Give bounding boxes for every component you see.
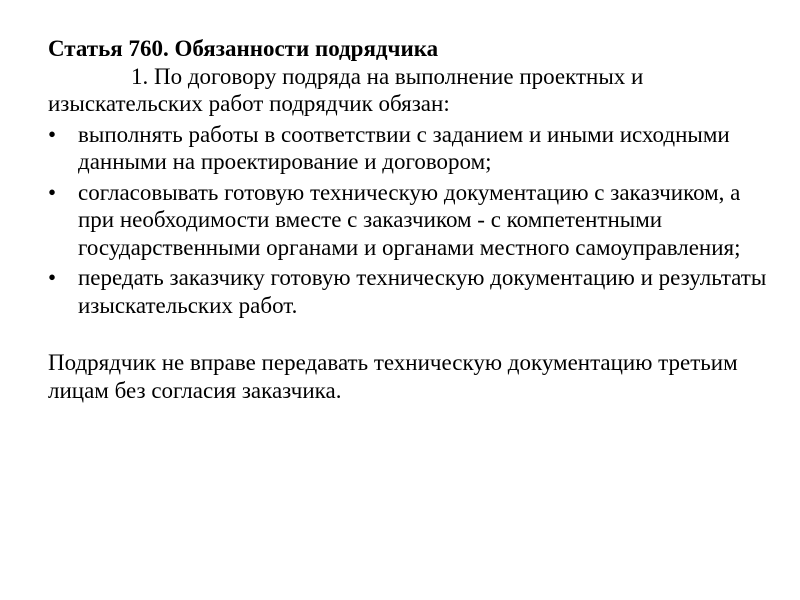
slide-content xyxy=(48,35,768,404)
duties-list xyxy=(48,121,768,320)
bullet-icon: • xyxy=(48,179,57,205)
duty-text: выполнять работы в соответствии с заданием и иными исходными данными на проектирование и договором; xyxy=(78,121,730,174)
article-title: Статья 760. Обязанности подрядчика xyxy=(48,36,439,61)
closing-paragraph: Подрядчик не вправе передавать техническую документацию третьим лицам без согласия заказчика. xyxy=(48,350,738,403)
bullet-icon: • xyxy=(48,265,57,290)
duty-text: передать заказчику готовую техническую документацию и результаты изыскательских работ. xyxy=(78,265,767,318)
list-item xyxy=(48,179,768,262)
list-item xyxy=(48,121,768,176)
bullet-icon: • xyxy=(48,121,57,147)
list-item xyxy=(48,264,768,319)
article-intro: 1. По договору подряда на выполнение проектных и изыскательских работ подрядчик обязан: xyxy=(48,63,644,116)
duty-text: согласовывать готовую техническую документацию с заказчиком, а при необходимости вместе с заказчиком - с компетентными государственными органами и органами местного самоуправления; xyxy=(78,179,741,260)
